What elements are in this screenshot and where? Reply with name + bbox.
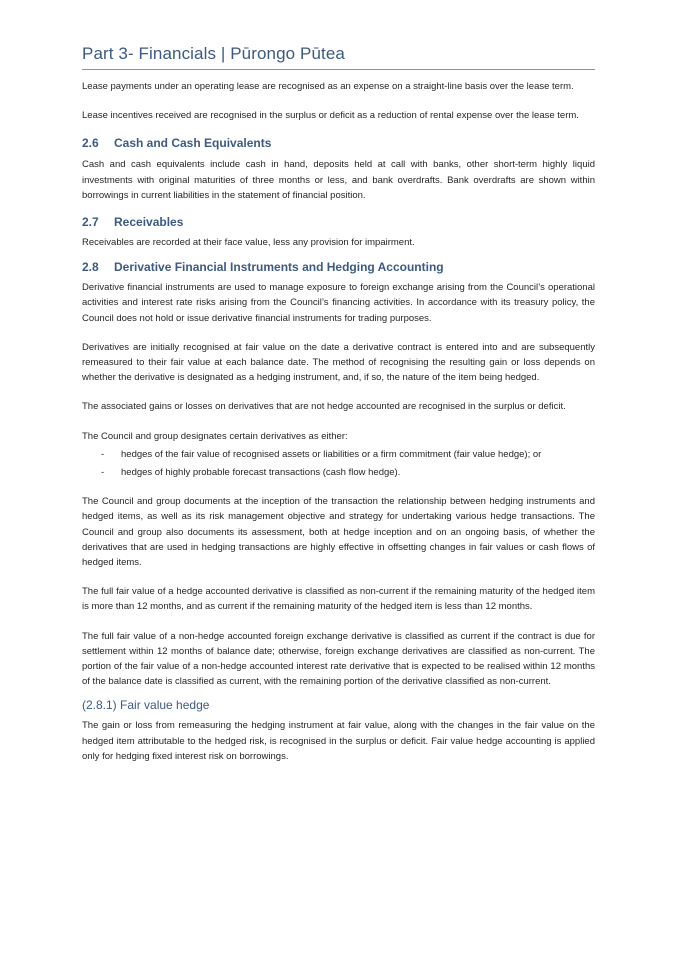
section-heading-2-6 (82, 136, 595, 150)
fair-value-hedge-paragraph: The gain or loss from remeasuring the hedging instrument at fair value, along with the changes in the fair value on the hedged item attributable to the hedged risk, is recognised in the surplus or deficit. Fair value hedge accounting is applied only for hedging fixed interest risk on borrowings. (82, 720, 595, 762)
derivatives-purpose-paragraph: Derivative financial instruments are used to manage exposure to foreign exchange arising from the Council’s operational activities and interest rate risks arising from the Council’s financing activities. In accordance with its treasury policy, the Council does not hold or issue derivative financial instruments for trading purposes. (82, 282, 595, 324)
receivables-paragraph: Receivables are recorded at their face value, less any provision for impairment. (82, 237, 415, 249)
subsection-title: Fair value hedge (120, 698, 210, 713)
subsection-number: (2.8.1) (82, 698, 117, 713)
section-number: 2.6 (82, 136, 99, 151)
designation-intro-paragraph: The Council and group designates certain derivatives as either: (82, 430, 348, 442)
section-title: Cash and Cash Equivalents (114, 136, 272, 151)
subsection-heading-2-8-1 (82, 698, 595, 712)
derivatives-gains-paragraph: The associated gains or losses on derivatives that are not hedge accounted are recognised in the surplus or deficit. (82, 401, 566, 413)
section-heading-2-7 (82, 215, 595, 229)
hedge-documentation-paragraph: The Council and group documents at the inception of the transaction the relationship between hedging instruments and hedged items, as well as its risk management objective and strategy for undertaking various hedge transactions. The Council and group also documents its assessment, both at hedge inception and on an ongoing basis, of whether the derivatives that are used in hedging transactions are highly effective in offsetting changes in fair values or cash flows of hedged items. (82, 496, 595, 569)
page-header-title: Part 3- Financials | Pūrongo Pūtea (82, 44, 345, 63)
hedge-classification-paragraph: The full fair value of a hedge accounted derivative is classified as non-current if the remaining maturity of the hedged item is more than 12 months, and as current if the remaining maturity of the hedged item is less than 12 months. (82, 586, 595, 613)
designation-list (82, 447, 595, 480)
section-heading-2-8 (82, 260, 595, 274)
cash-equivalents-paragraph: Cash and cash equivalents include cash in hand, deposits held at call with banks, other short-term highly liquid investments with original maturities of three months or less, and bank overdrafts. Bank overdrafts are shown within borrowings in current liabilities in the statement of financial position. (82, 159, 595, 201)
lease-payments-paragraph: Lease payments under an operating lease are recognised as an expense on a straight-line basis over the lease term. (82, 81, 574, 92)
derivatives-recognition-paragraph: Derivatives are initially recognised at fair value on the date a derivative contract is entered into and are subsequently remeasured to their fair value at each balance date. The method of recognising the resulting gain or loss depends on whether the derivative is designated as a hedging instrument, and, if so, the nature of the item being hedged. (82, 341, 595, 384)
document-body (82, 79, 595, 764)
section-number: 2.8 (82, 260, 99, 275)
dash-bullet-icon: - (101, 467, 105, 479)
section-number: 2.7 (82, 215, 99, 230)
dash-bullet-icon: - (101, 448, 105, 460)
section-title: Derivative Financial Instruments and Hedging Accounting (114, 260, 444, 275)
header-divider (82, 69, 595, 70)
section-title: Receivables (114, 215, 184, 230)
list-item: - hedges of the fair value of recognised assets or liabilities or a firm commitment (fair value hedge); or (82, 447, 595, 462)
non-hedge-classification-paragraph: The full fair value of a non-hedge accounted foreign exchange derivative is classified as current if the contract is due for settlement within 12 months of balance date; otherwise, foreign exchange derivatives are classified as non-current. The portion of the fair value of a non-hedge accounted interest rate derivative that is expected to be realised within 12 months of the balance date is classified as current, with the remaining portion of the derivative classified as non-current. (82, 630, 595, 688)
list-item: - hedges of highly probable forecast transactions (cash flow hedge). (82, 465, 595, 480)
lease-incentives-paragraph: Lease incentives received are recognised in the surplus or deficit as a reduction of rental expense over the lease term. (82, 110, 579, 122)
